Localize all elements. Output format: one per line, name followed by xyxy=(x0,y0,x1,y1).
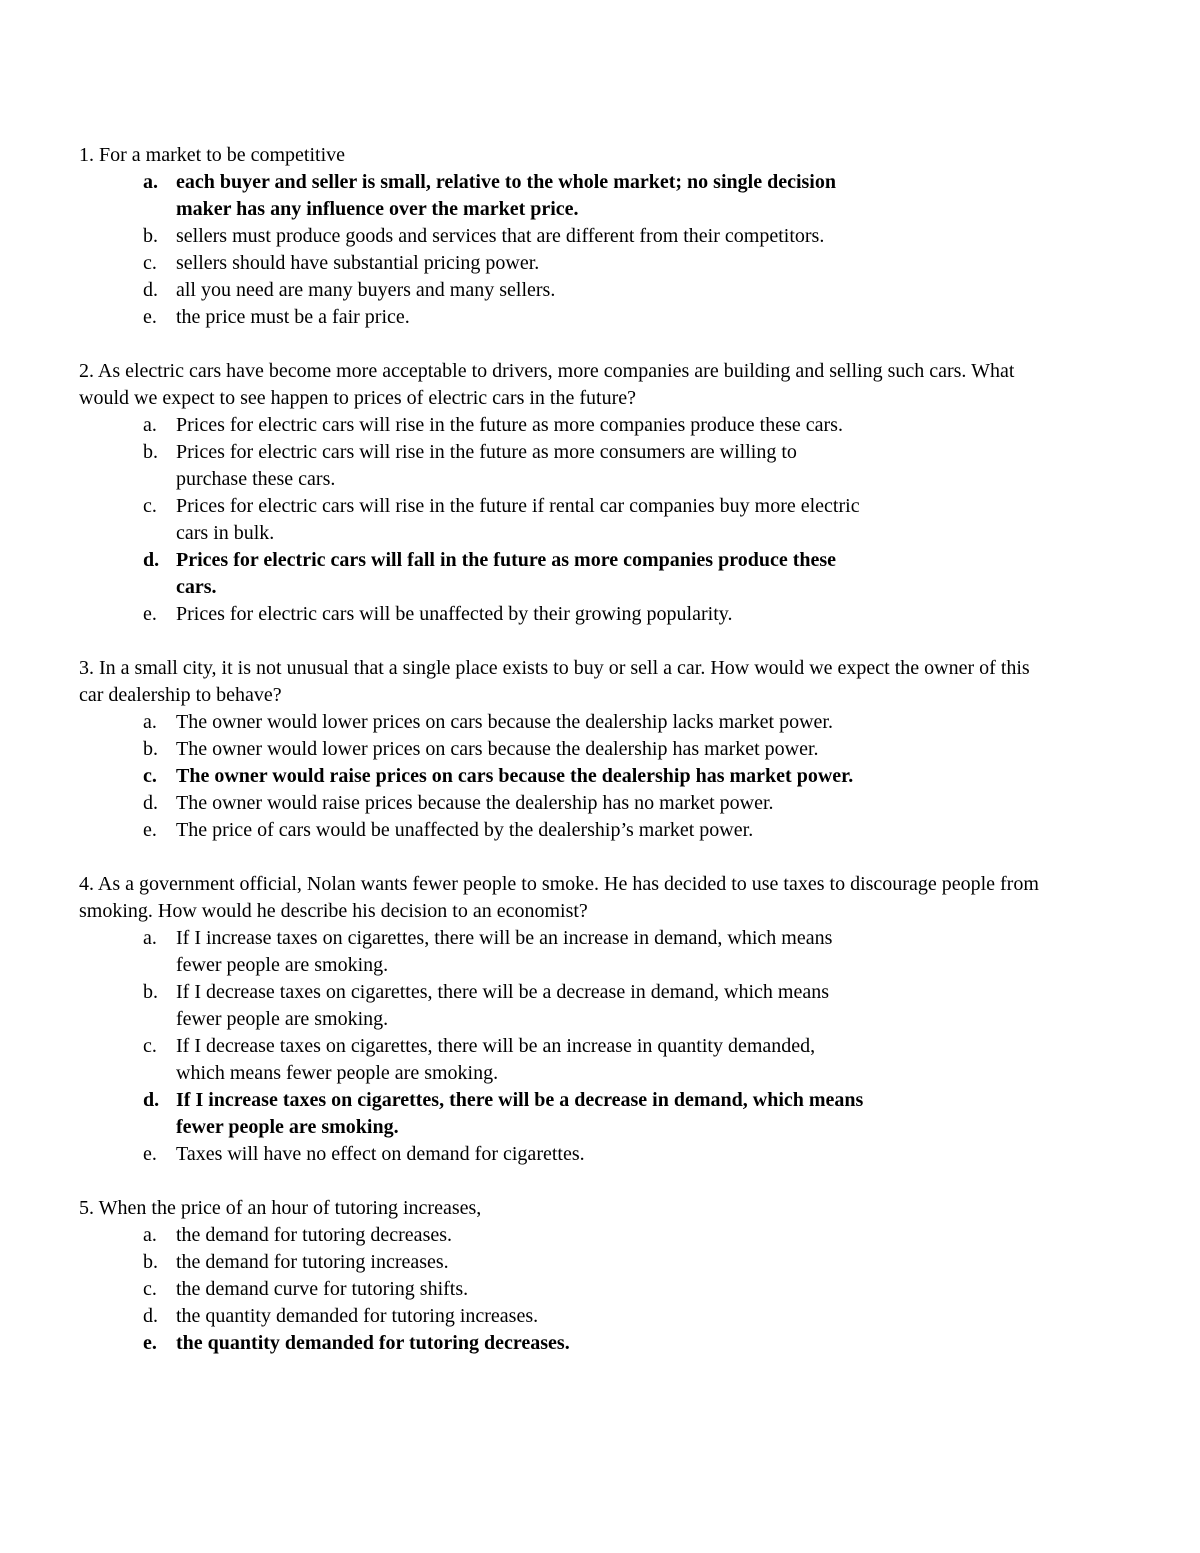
option-letter: c. xyxy=(143,765,157,787)
option-letter: d. xyxy=(143,549,160,571)
option-e xyxy=(79,601,866,628)
option-text: sellers should have substantial pricing power. xyxy=(176,252,540,274)
option-text: If I decrease taxes on cigarettes, there will be an increase in quantity demanded, which means fewer people are smoking. xyxy=(176,1035,816,1084)
option-a xyxy=(79,1222,866,1249)
option-text: all you need are many buyers and many sellers. xyxy=(176,279,556,301)
option-a xyxy=(79,925,866,979)
option-text: Prices for electric cars will rise in the future as more companies produce these cars. xyxy=(176,414,843,436)
option-text: Prices for electric cars will be unaffected by their growing popularity. xyxy=(176,603,733,625)
question-stem: 5. When the price of an hour of tutoring increases, xyxy=(79,1197,482,1219)
question-5 xyxy=(79,1195,1049,1357)
option-text: the demand for tutoring increases. xyxy=(176,1251,449,1273)
option-b xyxy=(79,736,866,763)
option-text: each buyer and seller is small, relative to the whole market; no single decision maker has any influence over the market price. xyxy=(176,171,836,220)
option-list xyxy=(79,169,1049,331)
option-d xyxy=(79,547,866,601)
option-a xyxy=(79,169,866,223)
option-list xyxy=(79,709,1049,844)
option-letter: c. xyxy=(143,252,157,274)
option-text: the demand curve for tutoring shifts. xyxy=(176,1278,469,1300)
option-letter: c. xyxy=(143,495,157,517)
option-text: Taxes will have no effect on demand for cigarettes. xyxy=(176,1143,585,1165)
option-c xyxy=(79,250,866,277)
option-letter: d. xyxy=(143,1305,158,1327)
option-letter: b. xyxy=(143,981,158,1003)
option-text: the quantity demanded for tutoring decreases. xyxy=(176,1332,570,1354)
option-text: the price must be a fair price. xyxy=(176,306,410,328)
option-d xyxy=(79,277,866,304)
option-letter: a. xyxy=(143,927,157,949)
option-letter: a. xyxy=(143,1224,157,1246)
option-letter: e. xyxy=(143,306,157,328)
option-text: sellers must produce goods and services that are different from their competitors. xyxy=(176,225,825,247)
option-letter: b. xyxy=(143,1251,158,1273)
option-e xyxy=(79,304,866,331)
question-2 xyxy=(79,358,1049,628)
option-text: The owner would raise prices on cars because the dealership has market power. xyxy=(176,765,854,787)
document-page xyxy=(79,142,1049,1384)
question-3 xyxy=(79,655,1049,844)
option-text: The owner would lower prices on cars because the dealership lacks market power. xyxy=(176,711,833,733)
question-stem: 1. For a market to be competitive xyxy=(79,144,346,166)
option-text: Prices for electric cars will rise in the future if rental car companies buy more electric cars in bulk. xyxy=(176,495,860,544)
question-stem: 4. As a government official, Nolan wants fewer people to smoke. He has decided to use taxes to discourage people from smoking. How would he describe his decision to an economist? xyxy=(79,873,1039,922)
option-a xyxy=(79,709,866,736)
option-text: the demand for tutoring decreases. xyxy=(176,1224,453,1246)
question-stem: 2. As electric cars have become more acceptable to drivers, more companies are building and selling such cars. What would we expect to see happen to prices of electric cars in the future? xyxy=(79,360,1015,409)
option-d xyxy=(79,1303,866,1330)
option-text: If I decrease taxes on cigarettes, there will be a decrease in demand, which means fewer people are smoking. xyxy=(176,981,830,1030)
question-stem: 3. In a small city, it is not unusual that a single place exists to buy or sell a car. How would we expect the owner of this car dealership to behave? xyxy=(79,657,1030,706)
option-c xyxy=(79,1276,866,1303)
option-b xyxy=(79,223,866,250)
option-text: the quantity demanded for tutoring increases. xyxy=(176,1305,539,1327)
option-text: The price of cars would be unaffected by the dealership’s market power. xyxy=(176,819,754,841)
option-letter: e. xyxy=(143,1143,157,1165)
option-d xyxy=(79,790,866,817)
option-letter: b. xyxy=(143,441,158,463)
option-letter: d. xyxy=(143,1089,160,1111)
option-letter: c. xyxy=(143,1278,157,1300)
option-b xyxy=(79,439,866,493)
option-letter: a. xyxy=(143,414,157,436)
option-letter: e. xyxy=(143,603,157,625)
option-c xyxy=(79,493,866,547)
option-text: The owner would lower prices on cars because the dealership has market power. xyxy=(176,738,819,760)
option-letter: a. xyxy=(143,711,157,733)
option-text: If I increase taxes on cigarettes, there will be an increase in demand, which means fewer people are smoking. xyxy=(176,927,833,976)
option-a xyxy=(79,412,866,439)
question-4 xyxy=(79,871,1049,1168)
question-1 xyxy=(79,142,1049,331)
option-letter: e. xyxy=(143,819,157,841)
option-text: If I increase taxes on cigarettes, there will be a decrease in demand, which means fewer people are smoking. xyxy=(176,1089,864,1138)
option-b xyxy=(79,979,866,1033)
option-list xyxy=(79,925,1049,1168)
option-d xyxy=(79,1087,866,1141)
option-e xyxy=(79,1141,866,1168)
option-letter: d. xyxy=(143,792,158,814)
option-list xyxy=(79,412,1049,628)
option-c xyxy=(79,763,866,790)
option-e xyxy=(79,1330,866,1357)
option-e xyxy=(79,817,866,844)
option-c xyxy=(79,1033,866,1087)
option-text: The owner would raise prices because the dealership has no market power. xyxy=(176,792,774,814)
option-letter: d. xyxy=(143,279,158,301)
option-text: Prices for electric cars will fall in the future as more companies produce these cars. xyxy=(176,549,837,598)
option-letter: e. xyxy=(143,1332,157,1354)
option-letter: a. xyxy=(143,171,158,193)
option-b xyxy=(79,1249,866,1276)
option-text: Prices for electric cars will rise in the future as more consumers are willing to purchase these cars. xyxy=(176,441,797,490)
option-list xyxy=(79,1222,1049,1357)
option-letter: b. xyxy=(143,225,158,247)
option-letter: b. xyxy=(143,738,158,760)
option-letter: c. xyxy=(143,1035,157,1057)
